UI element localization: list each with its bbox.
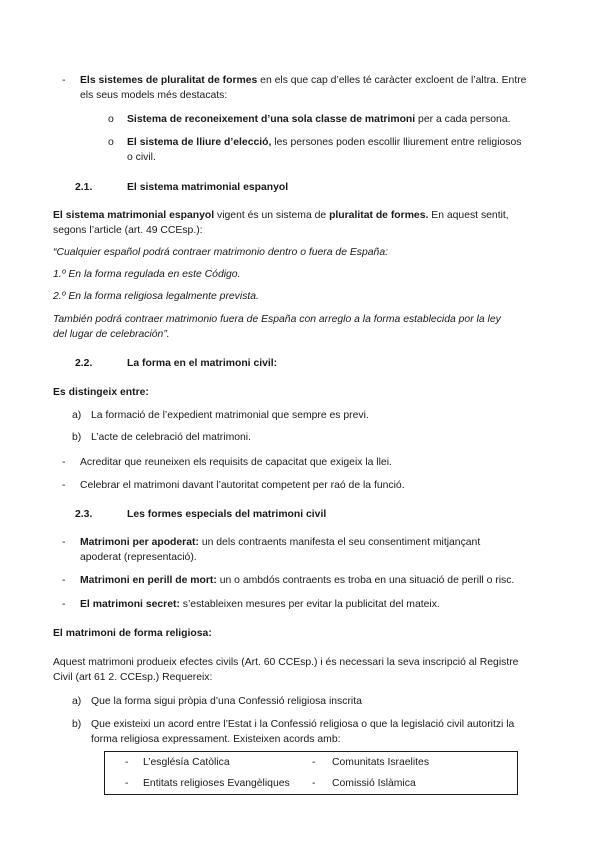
sub-item-bold: El sistema de lliure d’elecció, [127,137,272,148]
bold-term: El sistema matrimonial espanyol [53,210,215,221]
dash-marker: - [62,599,66,610]
table-row [105,773,518,795]
paragraph-espanyol-line2: segons l’article (art. 49 CCEsp.): [53,225,203,236]
intro-item-rest: en els que cap d’elles té caràcter excloent de l’altra. Entre [257,75,527,86]
text-run: s’estableixen mesures per evitar la publicitat del mateix. [179,599,440,610]
dash-marker: - [312,757,316,768]
dash-marker: - [62,537,66,548]
section-title: El sistema matrimonial espanyol [127,182,289,193]
agreement-item: Comunitats Israelites [332,757,430,768]
sub-item-rest: les persones poden escollir lliurement entre religiosos [271,137,522,148]
quote-line: del lugar de celebración”. [53,329,170,340]
quote-line: 1.º En la forma regulada en este Código. [53,269,241,280]
list-item [80,574,514,588]
section-number: 2.3. [75,509,93,520]
list-item: L’acte de celebració del matrimoni. [91,432,251,443]
list-item: La formació de l’expedient matrimonial que sempre es previ. [91,410,369,421]
letter-marker: a) [72,696,82,707]
sub-item [127,113,510,127]
text-run: En aquest sentit, [428,210,509,221]
agreement-item: Entitats religioses Evangèliques [143,778,290,789]
list-item [80,536,480,550]
dash-marker: - [62,480,66,491]
distingeix-heading: Es distingeix entre: [53,387,149,398]
list-item-line2: apoderat (representació). [80,552,197,563]
quote-line: 2.º En la forma religiosa legalmente prevista. [53,291,259,302]
sub-bullet-marker: o [108,137,114,148]
list-item: Que existeixi un acord entre l’Estat i la Confessió religiosa o que la legislació civil autoritzi la [91,719,515,730]
letter-marker: a) [72,410,82,421]
religious-heading: El matrimoni de forma religiosa: [53,628,212,639]
table-cell [310,752,518,774]
text-run: un o ambdós contraents es troba en una situació de perill o risc. [216,575,515,586]
quote-line: También podrá contraer matrimonio fuera de España con arreglo a la forma establecida por la ley [53,314,501,325]
table-cell [105,752,311,774]
sub-bullet-marker: o [108,114,114,125]
agreement-item: L’esglésía Catòlica [143,757,230,768]
section-number: 2.2. [75,358,93,369]
dash-marker: - [62,575,66,586]
section-title: La forma en el matrimoni civil: [127,358,278,369]
intro-item-line2: els seus models més destacats: [80,90,228,101]
section-number: 2.1. [75,182,93,193]
bold-term: El matrimoni secret: [80,599,180,610]
list-item [80,598,440,612]
paragraph-espanyol [53,209,509,223]
paragraph-religious: Aquest matrimoni produeix efectes civils (Art. 60 CCEsp.) i és necessari la seva inscripció al Registre [53,657,519,668]
intro-item-bold: Els sistemes de pluralitat de formes [80,75,258,86]
dash-marker: - [62,457,66,468]
list-item: Acreditar que reuneixen els requisits de capacitat que exigeix la llei. [80,457,392,468]
list-item-line2: forma religiosa expressament. Existeixen acords amb: [91,734,341,745]
intro-item-line1 [80,74,526,88]
sub-item-bold: Sistema de reconeixement d’una sola classe de matrimoni [127,114,416,125]
letter-marker: b) [72,432,82,443]
bold-term: pluralitat de formes. [329,210,429,221]
dash-marker: - [312,778,316,789]
text-run: vigent és un sistema de [214,210,330,221]
agreement-item: Comissió Islàmica [332,778,416,789]
list-item: Que la forma sigui pròpia d’una Confessió religiosa inscrita [91,696,362,707]
agreements-table [104,751,518,795]
sub-item-line2: o civil. [127,152,156,163]
dash-marker: - [62,75,66,86]
bold-term: Matrimoni en perill de mort: [80,575,217,586]
table-cell [105,773,311,795]
text-run: un dels contraents manifesta el seu consentiment mitjançant [198,537,481,548]
table-row [105,752,518,774]
letter-marker: b) [72,719,82,730]
bold-term: Matrimoni per apoderat: [80,537,199,548]
dash-marker: - [125,778,129,789]
dash-marker: - [125,757,129,768]
section-title: Les formes especials del matrimoni civil [127,509,327,520]
table-cell [310,773,518,795]
quote-line: “Cualquier español podrá contraer matrimonio dentro o fuera de España: [53,247,389,258]
list-item: Celebrar el matrimoni davant l’autoritat competent per raó de la funció. [80,480,405,491]
sub-item-rest: per a cada persona. [415,114,511,125]
paragraph-religious-line2: Civil (art 61 2. CCEsp.) Requereix: [53,672,213,683]
sub-item [127,136,521,150]
